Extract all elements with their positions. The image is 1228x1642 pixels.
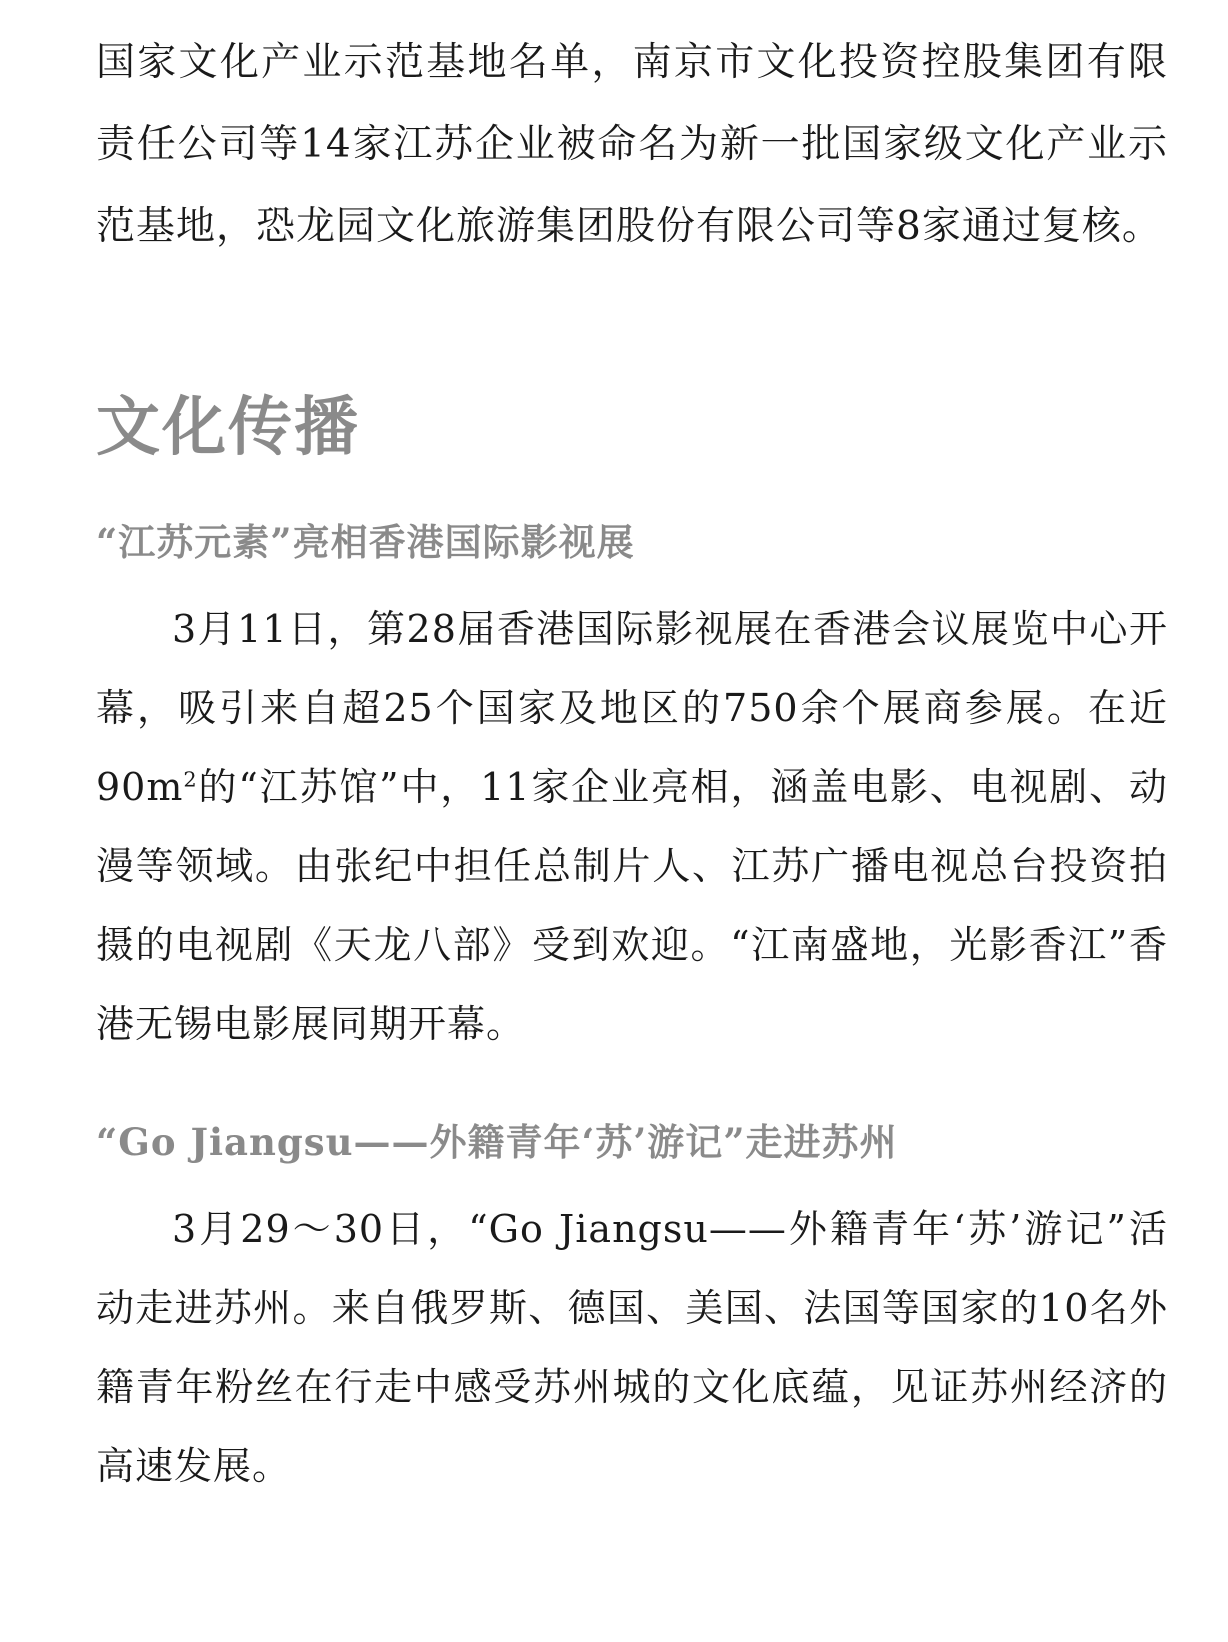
article-body	[96, 590, 1168, 1064]
article-2	[96, 1114, 1168, 1506]
article-title: “江苏元素”亮相香港国际影视展	[96, 520, 635, 564]
article-body: 3月29～30日，“Go Jiangsu——外籍青年‘苏’游记”活动走进苏州。来自俄罗斯、德国、美国、法国等国家的10名外籍青年粉丝在行走中感受苏州城的文化底蕴，见证苏州经济的高速发展。	[96, 1207, 1168, 1488]
section-title: 文化传播	[96, 391, 360, 465]
article-title: “Go Jiangsu——外籍青年‘苏’游记”走进苏州	[96, 1120, 898, 1164]
superscript-2: 2	[183, 767, 198, 792]
document-page	[96, 0, 1168, 1506]
article-1	[96, 514, 1168, 1064]
article-body-text: 3月11日，第28届香港国际影视展在香港会议展览中心开幕，吸引来自超25个国家及地区的750余个展商参展。在近90m	[96, 607, 1168, 809]
article-body-text: 的“江苏馆”中，11家企业亮相，涵盖电影、电视剧、动漫等领域。由张纪中担任总制片人、江苏广播电视总台投资拍摄的电视剧《天龙八部》受到欢迎。“江南盛地，光影香江”香港无锡电影展同期开幕。	[96, 765, 1168, 1046]
intro-paragraph: 国家文化产业示范基地名单，南京市文化投资控股集团有限责任公司等14家江苏企业被命名为新一批国家级文化产业示范基地，恐龙园文化旅游集团股份有限公司等8家通过复核。	[96, 40, 1168, 249]
